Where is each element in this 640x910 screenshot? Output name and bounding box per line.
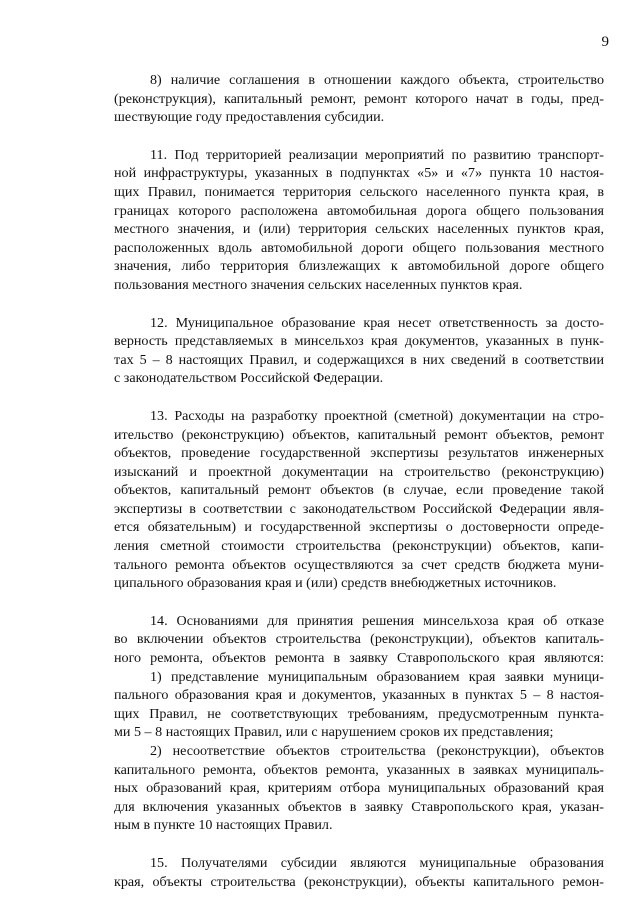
text-line: объектов, капитальный ремонт объектов (в случае, если проведение такой bbox=[114, 482, 604, 499]
text-line: 12. Муниципальное образование края несет ответственность за досто- bbox=[150, 314, 604, 331]
text-line: щих Правил, понимается территория сельского населенного пункта края, в bbox=[114, 183, 604, 200]
text-line: щих Правил, не соответствующих требованиям, предусмотренным пункта- bbox=[114, 705, 604, 722]
paragraph-p8 bbox=[114, 71, 604, 127]
text-line: (реконструкция), капитальный ремонт, ремонт которого начат в годы, пред- bbox=[114, 90, 604, 107]
text-line: 2) несоответствие объектов строительства (реконструкции), объектов bbox=[150, 743, 604, 759]
paragraph-p14 bbox=[114, 612, 604, 835]
text-line: экспертизы в соответствии с законодательством Российской Федерации явля- bbox=[114, 500, 604, 517]
text-line: капитального ремонта, объектов ремонта, указанных в заявках муниципаль- bbox=[114, 761, 604, 778]
text-line: ным в пункте 10 настоящих Правил. bbox=[114, 817, 333, 834]
text-line: для включения указанных объектов в заявку Ставропольского края, указан- bbox=[114, 798, 604, 815]
text-line: края, объекты строительства (реконструкции), объекты капитального ремон- bbox=[114, 873, 604, 890]
list-item-p14-1 bbox=[114, 668, 604, 742]
text-line: границах которого расположена автомобильная дорога общего пользования bbox=[114, 202, 604, 219]
text-line: расположенных вдоль автомобильной дороги общего пользования местного bbox=[114, 239, 604, 256]
text-line: ется обязательным) и государственной экспертизы о достоверности опреде- bbox=[114, 519, 604, 536]
text-line: ципального образования края и (или) средств внебюджетных источников. bbox=[114, 575, 557, 592]
text-line: 15. Получателями субсидии являются муниципальные образования bbox=[150, 854, 604, 871]
page-number: 9 bbox=[601, 34, 609, 50]
text-line: 13. Расходы на разработку проектной (сметной) документации на стро- bbox=[150, 407, 604, 424]
text-line: с законодательством Российской Федерации. bbox=[114, 370, 384, 387]
text-line: изысканий и проектной документации на строительство (реконструкцию) bbox=[114, 463, 604, 480]
text-line: ного ремонта, объектов ремонта в заявку Ставропольского края являются: bbox=[114, 650, 604, 667]
text-line: местного значения, и (или) территория сельских населенных пунктов края, bbox=[114, 221, 604, 238]
paragraph-p15 bbox=[114, 854, 604, 891]
text-line: тах 5 – 8 настоящих Правил, и содержащихся в них сведений в соответствии bbox=[114, 351, 604, 368]
text-line: во включении объектов строительства (реконструкции), объектов капиталь- bbox=[114, 631, 604, 648]
list-item-p14-2 bbox=[114, 742, 604, 835]
document-body bbox=[114, 71, 604, 910]
paragraph-p13 bbox=[114, 407, 604, 593]
text-line: значения, либо территория близлежащих к автомобильной дороге общего bbox=[114, 258, 604, 275]
text-line: верность представляемых в минсельхоз края документов, указанных в пунк- bbox=[114, 333, 604, 350]
text-line: ной инфраструктуры, указанных в подпунктах «5» и «7» пункта 10 настоя- bbox=[114, 165, 604, 182]
text-line: пального образования края и документов, указанных в пунктах 5 – 8 настоя- bbox=[114, 687, 604, 704]
text-line: пользования местного значения сельских населенных пунктов края. bbox=[114, 276, 523, 293]
text-line: шествующие году предоставления субсидии. bbox=[114, 109, 385, 126]
text-line: объектов, проведение государственной экспертизы результатов инженерных bbox=[114, 445, 604, 462]
text-line: ления сметной стоимости строительства (реконструкции) объектов, капи- bbox=[114, 538, 604, 555]
text-line: ми 5 – 8 настоящих Правил, или с нарушением сроков их представления; bbox=[114, 724, 554, 741]
paragraph-p12 bbox=[114, 314, 604, 388]
text-line: 8) наличие соглашения в отношении каждого объекта, строительство bbox=[150, 72, 604, 88]
text-line: 11. Под территорией реализации мероприятий по развитию транспорт- bbox=[150, 146, 604, 163]
text-line: тального ремонта объектов осуществляются за счет средств бюджета муни- bbox=[114, 556, 604, 573]
paragraph-p11 bbox=[114, 146, 604, 295]
text-line: ных образований края, критериям отбора муниципальных образований края bbox=[114, 780, 604, 797]
text-line: 1) представление муниципальным образованием края заявки муници- bbox=[150, 668, 604, 685]
text-line: ительство (реконструкцию) объектов, капитальный ремонт объектов, ремонт bbox=[114, 426, 604, 443]
text-line: 14. Основаниями для принятия решения минсельхоза края об отказе bbox=[150, 612, 604, 629]
